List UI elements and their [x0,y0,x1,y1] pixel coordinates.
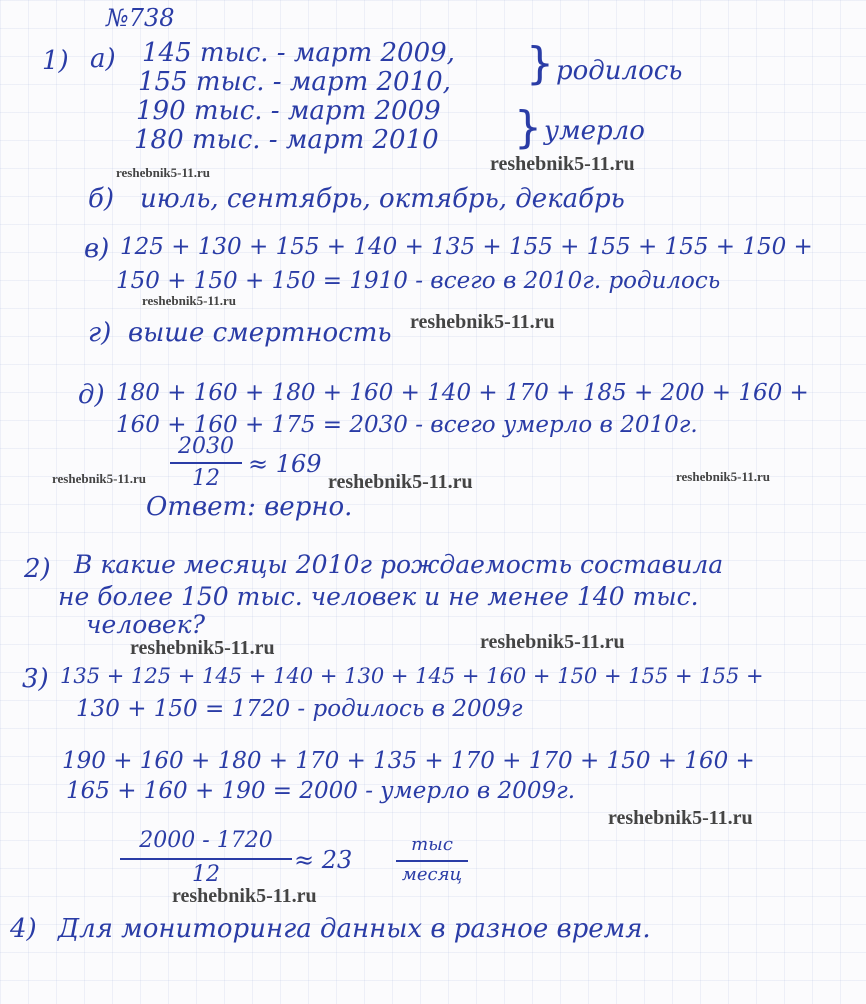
died-label: умерло [544,116,645,146]
part4-label: 4) [10,914,37,944]
born-label: родилось [556,56,683,86]
part1-b-label: б) [88,184,115,214]
part1-a-line-3: 190 тыс. - март 2009 [136,96,441,126]
part1-v-label: в) [84,234,110,264]
part1-b-text: июль, сентябрь, октябрь, декабрь [140,184,625,214]
part1-a-line-2: 155 тыс. - март 2010, [138,67,451,97]
watermark: reshebnik5-11.ru [116,165,211,180]
unit-denominator: месяц [401,864,463,885]
watermark: reshebnik5-11.ru [130,637,275,659]
part1-d-line-2: 160 + 160 + 175 = 2030 - всего умерло в 2010г. [116,412,698,438]
part3-line-4: 165 + 160 + 190 = 2000 - умерло в 2009г. [66,778,576,804]
born-brace: } [526,38,554,89]
part2-label: 2) [24,554,51,584]
part1-a-line-1: 145 тыс. - март 2009, [142,38,455,68]
unit-numerator: тыс [411,834,453,855]
fraction-numerator: 2030 [178,434,234,459]
part1-g-label: г) [88,318,112,348]
part3-line-3: 190 + 160 + 180 + 170 + 135 + 170 + 170 + 150 + 160 + [62,748,755,774]
watermark: reshebnik5-11.ru [410,311,555,333]
part1-v-line-1: 125 + 130 + 155 + 140 + 135 + 155 + 155 + 155 + 150 + [120,234,813,260]
watermark: reshebnik5-11.ru [142,293,237,308]
part4-text: Для мониторинга данных в разное время. [58,914,651,944]
watermark: reshebnik5-11.ru [328,471,473,493]
watermark: reshebnik5-11.ru [608,807,753,829]
part2-line-3: человек? [86,610,205,639]
fraction-denominator: 12 [192,862,220,887]
unit-bar [396,860,468,862]
part1-v-line-2: 150 + 150 + 150 = 1910 - всего в 2010г. родилось [116,268,721,294]
fraction-bar [170,462,242,464]
fraction-denominator: 12 [192,466,220,491]
part3-fraction-result: ≈ 23 [294,846,353,874]
watermark: reshebnik5-11.ru [676,469,771,484]
problem-number: №738 [106,4,175,32]
part3-unit-fraction [396,836,468,888]
part1-d-label: д) [78,380,105,410]
died-brace: } [514,102,542,153]
part3-line-2: 130 + 150 = 1720 - родилось в 2009г [76,696,523,722]
watermark: reshebnik5-11.ru [480,631,625,653]
part1-d-fraction-result: ≈ 169 [248,450,322,478]
part1-g-text: выше смертность [128,318,392,348]
part3-line-1: 135 + 125 + 145 + 140 + 130 + 145 + 160 + 150 + 155 + 155 + [60,664,764,688]
part1-d-fraction [170,436,242,492]
fraction-numerator: 2000 - 1720 [139,828,273,853]
part2-line-2: не более 150 тыс. человек и не менее 140 тыс. [58,582,699,611]
part1-d-line-1: 180 + 160 + 180 + 160 + 140 + 170 + 185 + 200 + 160 + [116,380,809,406]
watermark: reshebnik5-11.ru [172,885,317,907]
part2-line-1: В какие месяцы 2010г рождаемость составила [74,550,724,579]
watermark: reshebnik5-11.ru [52,471,147,486]
part3-fraction [120,830,292,888]
watermark: reshebnik5-11.ru [490,153,635,175]
part1-a-label: а) [90,44,116,74]
part1-label: 1) [42,46,69,76]
part3-label: 3) [22,664,49,694]
part1-a-line-4: 180 тыс. - март 2010 [134,125,439,155]
fraction-bar [120,858,292,860]
part1-answer: Ответ: верно. [146,492,353,522]
